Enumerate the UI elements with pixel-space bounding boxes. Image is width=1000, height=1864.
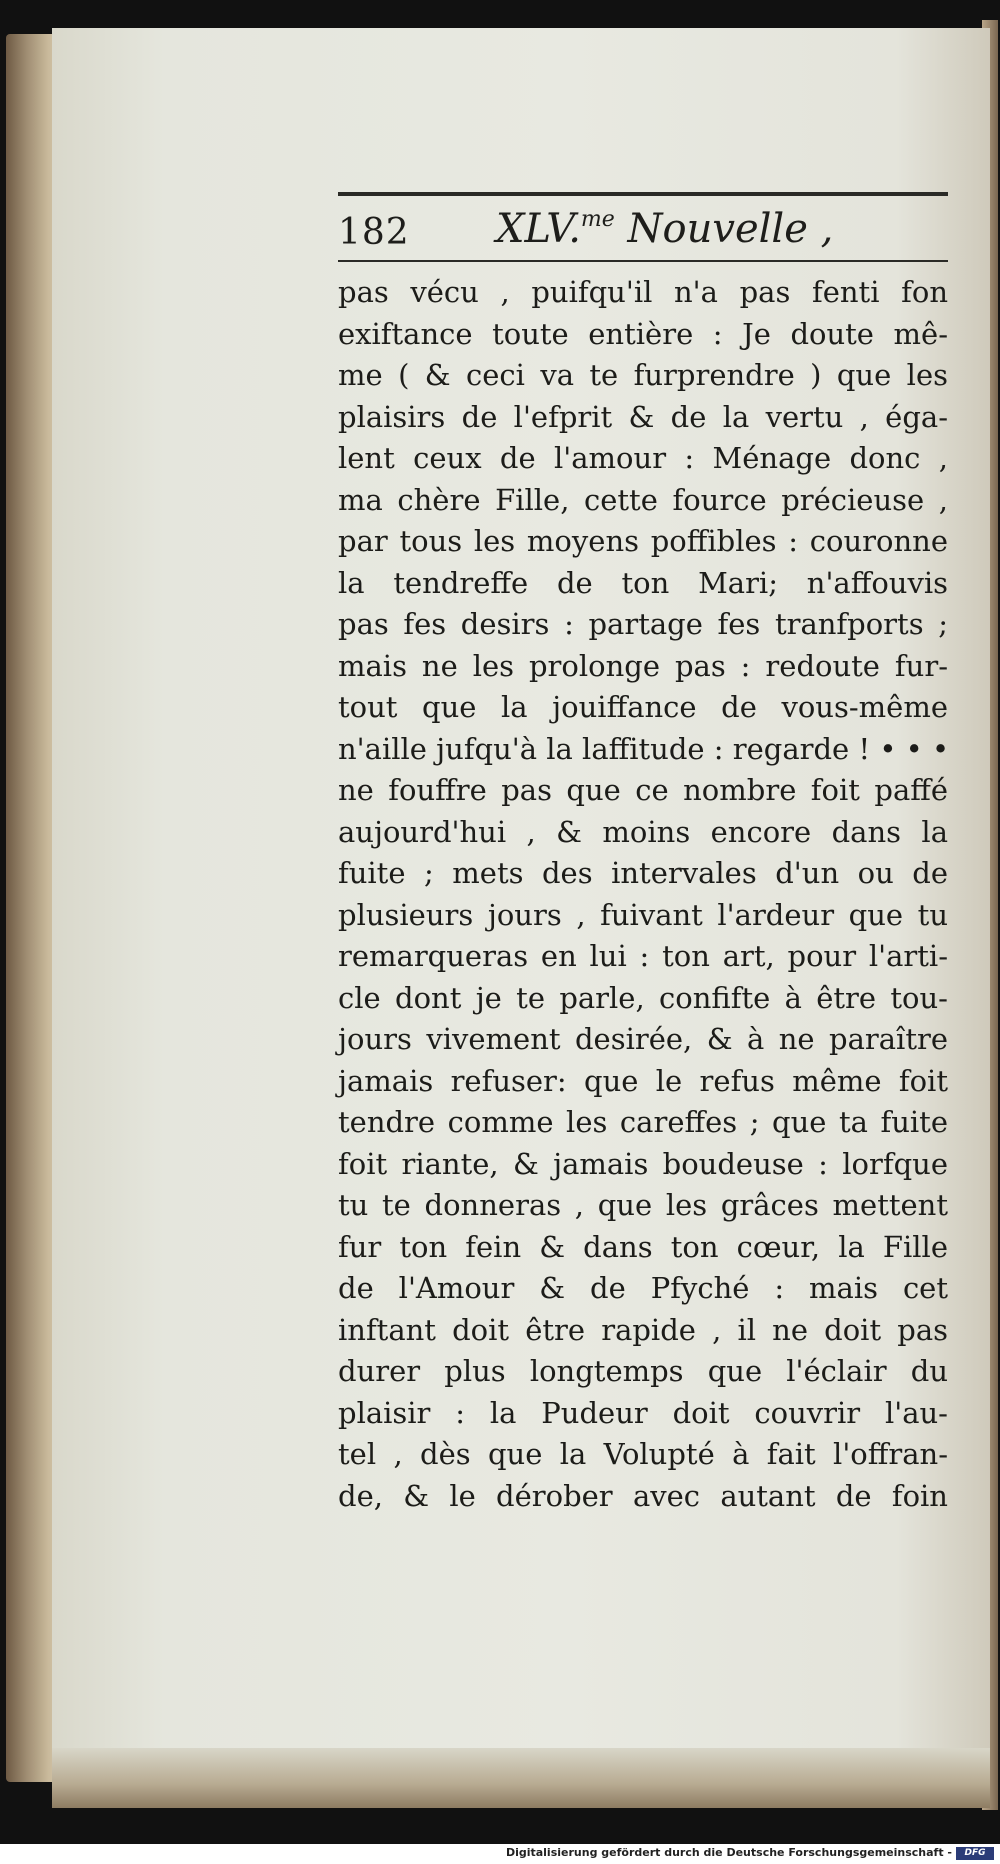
running-title-main: XLV. — [496, 206, 581, 252]
text-line: ne fouffre pas que ce nombre foit paffé — [338, 773, 948, 807]
page-bottom-shadow — [52, 1748, 990, 1808]
digitization-footer — [0, 1844, 1000, 1864]
text-line: jamais refuser: que le refus même foit — [338, 1063, 948, 1098]
text-line: de, & le dérober avec autant de foin — [338, 1478, 948, 1513]
text-line: foit riante, & jamais boudeuse : lorfque — [338, 1146, 948, 1181]
text-line: fuite ; mets des intervales d'un ou de — [338, 856, 948, 890]
text-line: fur ton fein & dans ton cœur, la Fille — [338, 1229, 948, 1264]
text-line: jours vivement desirée, & à ne paraître — [338, 1022, 948, 1056]
page-number: 182 — [338, 212, 410, 253]
text-line: par tous les moyens poffibles : couronne — [338, 524, 948, 558]
running-title-rest: Nouvelle , — [614, 206, 834, 252]
header-bottom-rule — [338, 260, 948, 262]
text-line: tout que la jouiffance de vous-même — [338, 690, 948, 724]
running-title — [496, 206, 833, 252]
header-top-rule — [338, 192, 948, 196]
text-line: remarqueras en lui : ton art, pour l'arti- — [338, 939, 948, 973]
text-line: aujourd'hui , & moins encore dans la — [338, 814, 948, 849]
text-line: pas fes desirs : partage fes tranfports ; — [338, 607, 948, 641]
text-line: plusieurs jours , fuivant l'ardeur que tu — [338, 897, 948, 932]
running-header — [338, 206, 948, 258]
text-line: ma chère Fille, cette fource précieuse , — [338, 482, 948, 517]
text-line: me ( & ceci va te furprendre ) que les — [338, 358, 948, 392]
text-line: exiftance toute entière : Je doute mê- — [338, 316, 948, 351]
text-line: mais ne les prolonge pas : redoute fur- — [338, 648, 948, 683]
text-line: tu te donneras , que les grâces mettent — [338, 1188, 948, 1222]
text-line: pas vécu , puifqu'il n'a pas fenti fon — [338, 275, 948, 309]
footer-credit: Digitalisierung gefördert durch die Deutsche Forschungsgemeinschaft - — [505, 1846, 952, 1859]
dfg-logo: DFG — [956, 1847, 994, 1860]
text-line: cle dont je te parle, confifte à être tou- — [338, 980, 948, 1015]
text-line: plaisir : la Pudeur doit couvrir l'au- — [338, 1395, 948, 1430]
body-text — [338, 272, 948, 1517]
text-line: plaisirs de l'efprit & de la vertu , éga- — [338, 399, 948, 434]
text-line: inftant doit être rapide , il ne doit pas — [338, 1312, 948, 1347]
text-line: la tendreffe de ton Mari; n'affouvis — [338, 565, 948, 600]
running-title-superscript: me — [580, 207, 615, 232]
text-line: tendre comme les careffes ; que ta fuite — [338, 1105, 948, 1139]
text-line: tel , dès que la Volupté à fait l'offran- — [338, 1437, 948, 1471]
text-line: lent ceux de l'amour : Ménage donc , — [338, 441, 948, 475]
text-line: de l'Amour & de Pfyché : mais cet — [338, 1271, 948, 1305]
text-line: durer plus longtemps que l'éclair du — [338, 1354, 948, 1388]
text-line: n'aille jufqu'à la laffitude : regarde ! • • • — [338, 731, 950, 766]
